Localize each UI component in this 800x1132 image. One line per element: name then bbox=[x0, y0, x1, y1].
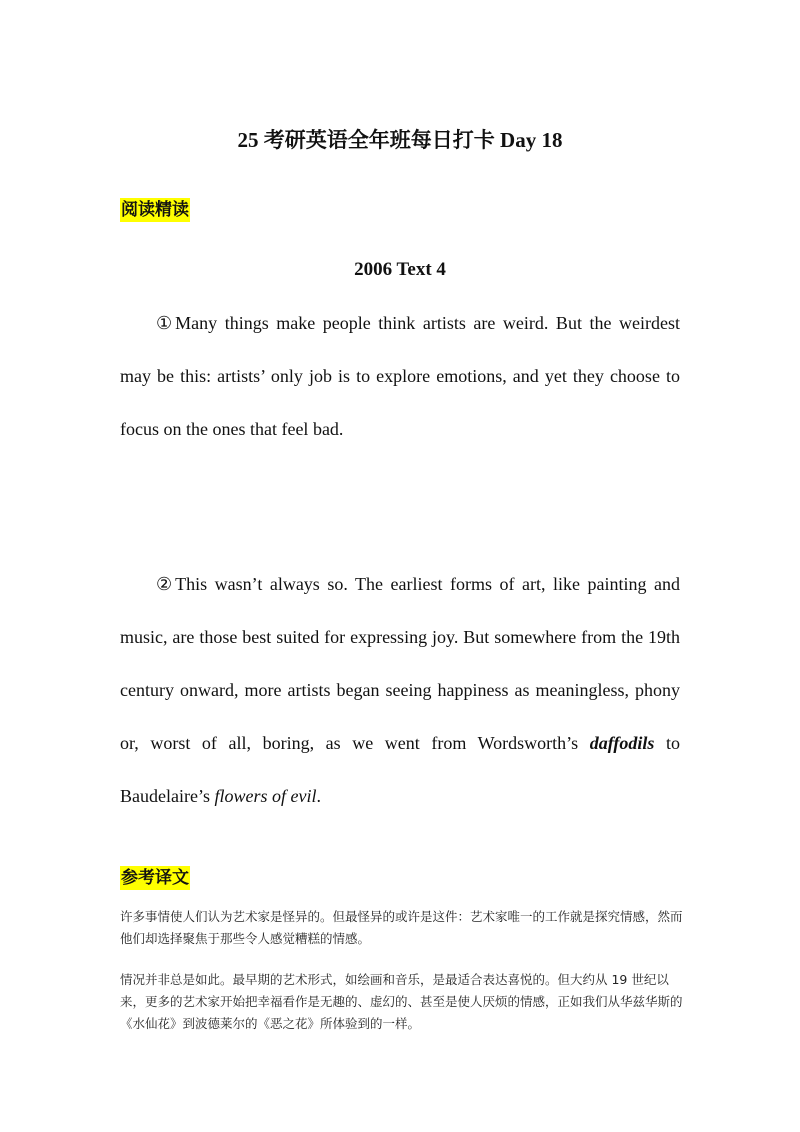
translation-paragraph-1: 许多事情使人们认为艺术家是怪异的。但最怪异的或许是这件：艺术家唯一的工作就是探究情感，然而他们却选择聚焦于那些令人感觉糟糕的情感。 bbox=[120, 909, 683, 946]
paragraph-2-text-end: . bbox=[316, 786, 321, 806]
page-title: 25 考研英语全年班每日打卡 Day 18 bbox=[237, 128, 563, 152]
paragraph-2-text-middle: to Baudelaire’s bbox=[120, 733, 680, 806]
paragraph-2-text-start: ②This wasn’t always so. The earliest forms of art, like painting and music, are those best suited for expressing joy. But somewhere from the 19th century onward, more artists began seeing happiness as meaningless, phony or, worst of all, boring, as we went from Wordsworth’s bbox=[120, 574, 680, 753]
flowers-of-evil-emphasis: flowers of evil bbox=[214, 786, 317, 806]
text-title: 2006 Text 4 bbox=[354, 259, 446, 280]
reading-section-label: 阅读精读 bbox=[120, 198, 190, 222]
paragraph-1: ①Many things make people think artists are weird. But the weirdest may be this: artists’ only job is to explore emotions, and yet they choose to focus on the ones that feel bad. bbox=[120, 313, 680, 439]
daffodils-emphasis: daffodils bbox=[589, 733, 655, 753]
translation-section-label: 参考译文 bbox=[120, 866, 190, 890]
translation-paragraph-2: 情况并非总是如此。最早期的艺术形式，如绘画和音乐，是最适合表达喜悦的。但大约从 19 世纪以来，更多的艺术家开始把幸福看作是无趣的、虚幻的、甚至是使人厌烦的情感，正如我们从华兹华斯的《水仙花》到波德莱尔的《恶之花》所体验到的一样。 bbox=[120, 972, 683, 1031]
paragraph-2 bbox=[120, 558, 680, 823]
